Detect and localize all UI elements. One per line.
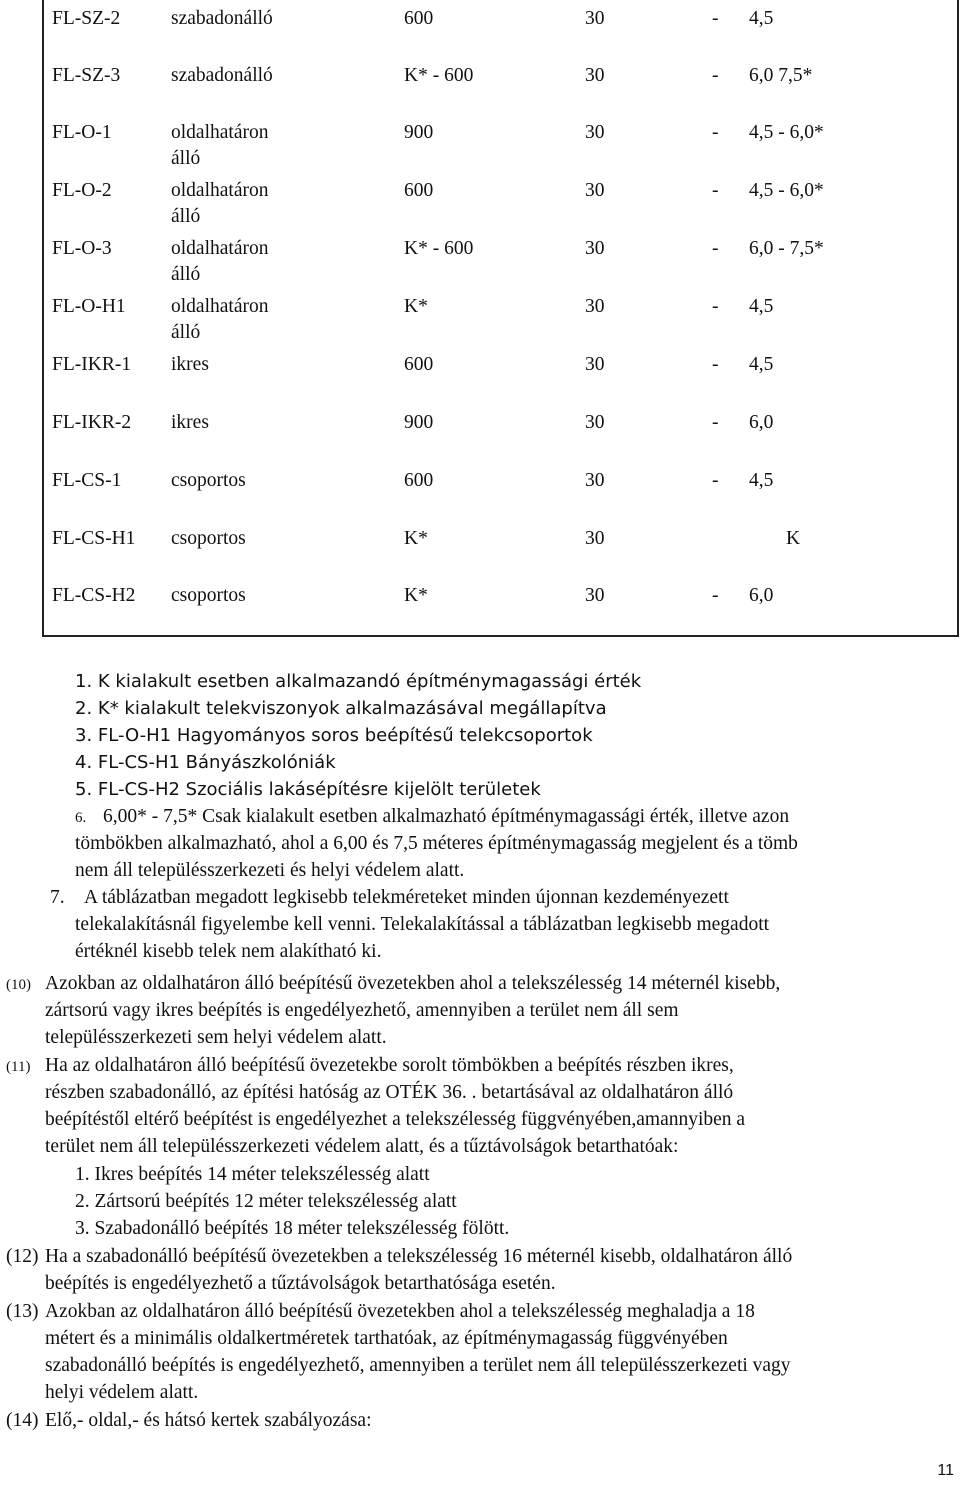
paragraph-12-line: Ha a szabadonálló beépítésű övezetekben a telekszélesség 16 méternél kisebb, oldalhatáron álló	[45, 1246, 793, 1267]
note-7-line: A táblázatban megadott legkisebb telekméreteket minden újonnan kezdeményezett	[84, 887, 729, 908]
building-type: oldalhatáron	[171, 180, 269, 201]
note-6-number: 6.	[75, 810, 87, 826]
max-height: 4,5	[749, 8, 774, 29]
zone-code: FL-SZ-2	[52, 8, 121, 29]
paragraph-10-line: Azokban az oldalhatáron álló beépítésű övezetekben ahol a telekszélesség 14 méternél kisebb,	[45, 973, 781, 994]
min-height: -	[712, 180, 719, 201]
building-type-continued: álló	[171, 322, 201, 343]
paragraph-10-line: településszerkezeti sem helyi védelem alatt.	[45, 1027, 387, 1048]
max-coverage: 30	[585, 470, 605, 491]
note-6-line: nem áll településszerkezeti és helyi védelem alatt.	[75, 860, 465, 881]
max-height: 4,5	[749, 296, 774, 317]
max-height: 4,5	[749, 470, 774, 491]
height-k-marker: K	[786, 528, 801, 549]
paragraph-13-line: métert és a minimális oldalkertméretek tarthatóak, az építménymagasság függvényében	[45, 1328, 728, 1349]
min-height: -	[712, 585, 719, 606]
max-height: 6,0 7,5*	[749, 65, 813, 86]
paragraph-13-line: helyi védelem alatt.	[45, 1382, 199, 1403]
paragraph-12-number: (12)	[6, 1246, 39, 1267]
building-type: csoportos	[171, 585, 246, 606]
min-height: -	[712, 8, 719, 29]
min-lot-area: 600	[404, 180, 434, 201]
min-lot-area: K*	[404, 528, 428, 549]
paragraph-10-line: zártsorú vagy ikres beépítés is engedélyezhető, amennyiben a terület nem áll sem	[45, 1000, 679, 1021]
min-height: -	[712, 238, 719, 259]
paragraph-11-item: 3. Szabadonálló beépítés 18 méter telekszélesség fölött.	[75, 1218, 510, 1239]
building-type: oldalhatáron	[171, 238, 269, 259]
max-height: 4,5 - 6,0*	[749, 122, 824, 143]
note-4: 4. FL-CS-H1 Bányászkolóniák	[75, 752, 336, 773]
building-type: csoportos	[171, 528, 246, 549]
max-coverage: 30	[585, 412, 605, 433]
max-height: 6,0	[749, 585, 774, 606]
building-type-continued: álló	[171, 264, 201, 285]
note-7-line: értéknél kisebb telek nem alakítható ki.	[75, 941, 382, 962]
note-7-number: 7.	[50, 887, 65, 908]
min-height: -	[712, 470, 719, 491]
max-coverage: 30	[585, 528, 605, 549]
building-type: szabadonálló	[171, 65, 273, 86]
min-lot-area: 600	[404, 354, 434, 375]
note-3: 3. FL-O-H1 Hagyományos soros beépítésű telekcsoportok	[75, 725, 593, 746]
min-lot-area: 900	[404, 412, 434, 433]
min-lot-area: K*	[404, 585, 428, 606]
max-coverage: 30	[585, 122, 605, 143]
min-lot-area: K*	[404, 296, 428, 317]
paragraph-11-line: beépítéstől eltérő beépítést is engedélyezhet a telekszélesség függvényében,amannyiben a	[45, 1109, 746, 1130]
note-6-line: 6,00* - 7,5* Csak kialakult esetben alkalmazható építménymagassági érték, illetve azon	[103, 806, 790, 827]
min-height: -	[712, 122, 719, 143]
zone-code: FL-SZ-3	[52, 65, 121, 86]
paragraph-11-line: Ha az oldalhatáron álló beépítésű övezetekbe sorolt tömbökben a beépítés részben ikres,	[45, 1055, 734, 1076]
paragraph-13-number: (13)	[6, 1301, 39, 1322]
paragraph-11-line: részben szabadonálló, az építési hatóság az OTÉK 36. . betartásával az oldalhatáron álló	[45, 1082, 734, 1103]
min-height: -	[712, 296, 719, 317]
min-height: -	[712, 65, 719, 86]
building-type: oldalhatáron	[171, 296, 269, 317]
building-type: ikres	[171, 354, 209, 375]
building-type: ikres	[171, 412, 209, 433]
zone-code: FL-O-H1	[52, 296, 126, 317]
note-7-line: telekalakításnál figyelembe kell venni. Telekalakítással a táblázatban legkisebb megadott	[75, 914, 770, 935]
min-lot-area: 600	[404, 8, 434, 29]
min-lot-area: 600	[404, 470, 434, 491]
note-6-line: tömbökben alkalmazható, ahol a 6,00 és 7,5 méteres építménymagasság megjelent és a tömb	[75, 833, 798, 854]
max-height: 6,0	[749, 412, 774, 433]
max-coverage: 30	[585, 585, 605, 606]
zone-code: FL-IKR-2	[52, 412, 132, 433]
zone-code: FL-CS-H1	[52, 528, 136, 549]
zone-code: FL-CS-1	[52, 470, 122, 491]
building-type: oldalhatáron	[171, 122, 269, 143]
zone-code: FL-CS-H2	[52, 585, 136, 606]
min-lot-area: 900	[404, 122, 434, 143]
paragraph-10-number: (10)	[6, 977, 31, 993]
max-coverage: 30	[585, 238, 605, 259]
zone-code: FL-O-3	[52, 238, 112, 259]
paragraph-11-line: terület nem áll településszerkezeti védelem alatt, és a tűztávolságok betarthatóak:	[45, 1136, 679, 1157]
paragraph-14-number: (14)	[6, 1410, 39, 1431]
zone-code: FL-O-1	[52, 122, 112, 143]
min-height: -	[712, 354, 719, 375]
paragraph-12-line: beépítés is engedélyezhető a tűztávolságok betarthatósága esetén.	[45, 1273, 556, 1294]
max-coverage: 30	[585, 65, 605, 86]
note-5: 5. FL-CS-H2 Szociális lakásépítésre kijelölt területek	[75, 779, 541, 800]
max-coverage: 30	[585, 8, 605, 29]
max-height: 4,5 - 6,0*	[749, 180, 824, 201]
zone-code: FL-O-2	[52, 180, 112, 201]
min-height: -	[712, 412, 719, 433]
note-1: 1. K kialakult esetben alkalmazandó építménymagassági érték	[75, 671, 642, 692]
paragraph-13-line: szabadonálló beépítés is engedélyezhető, amennyiben a terület nem áll településszerkezeti vagy	[45, 1355, 791, 1376]
building-type-continued: álló	[171, 148, 201, 169]
paragraph-13-line: Azokban az oldalhatáron álló beépítésű övezetekben ahol a telekszélesség meghaladja a 18	[45, 1301, 755, 1322]
min-lot-area: K* - 600	[404, 238, 474, 259]
zone-code: FL-IKR-1	[52, 354, 132, 375]
zoning-table	[42, 0, 959, 637]
paragraph-14-line: Elő,- oldal,- és hátsó kertek szabályozása:	[45, 1410, 372, 1431]
paragraph-11-item: 2. Zártsorú beépítés 12 méter telekszélesség alatt	[75, 1191, 457, 1212]
max-height: 4,5	[749, 354, 774, 375]
page-number: 11	[937, 1462, 954, 1479]
building-type: szabadonálló	[171, 8, 273, 29]
note-2: 2. K* kialakult telekviszonyok alkalmazásával megállapítva	[75, 698, 607, 719]
max-height: 6,0 - 7,5*	[749, 238, 824, 259]
max-coverage: 30	[585, 180, 605, 201]
max-coverage: 30	[585, 296, 605, 317]
min-lot-area: K* - 600	[404, 65, 474, 86]
building-type-continued: álló	[171, 206, 201, 227]
building-type: csoportos	[171, 470, 246, 491]
paragraph-11-item: 1. Ikres beépítés 14 méter telekszélesség alatt	[75, 1164, 430, 1185]
max-coverage: 30	[585, 354, 605, 375]
paragraph-11-number: (11)	[6, 1059, 31, 1075]
